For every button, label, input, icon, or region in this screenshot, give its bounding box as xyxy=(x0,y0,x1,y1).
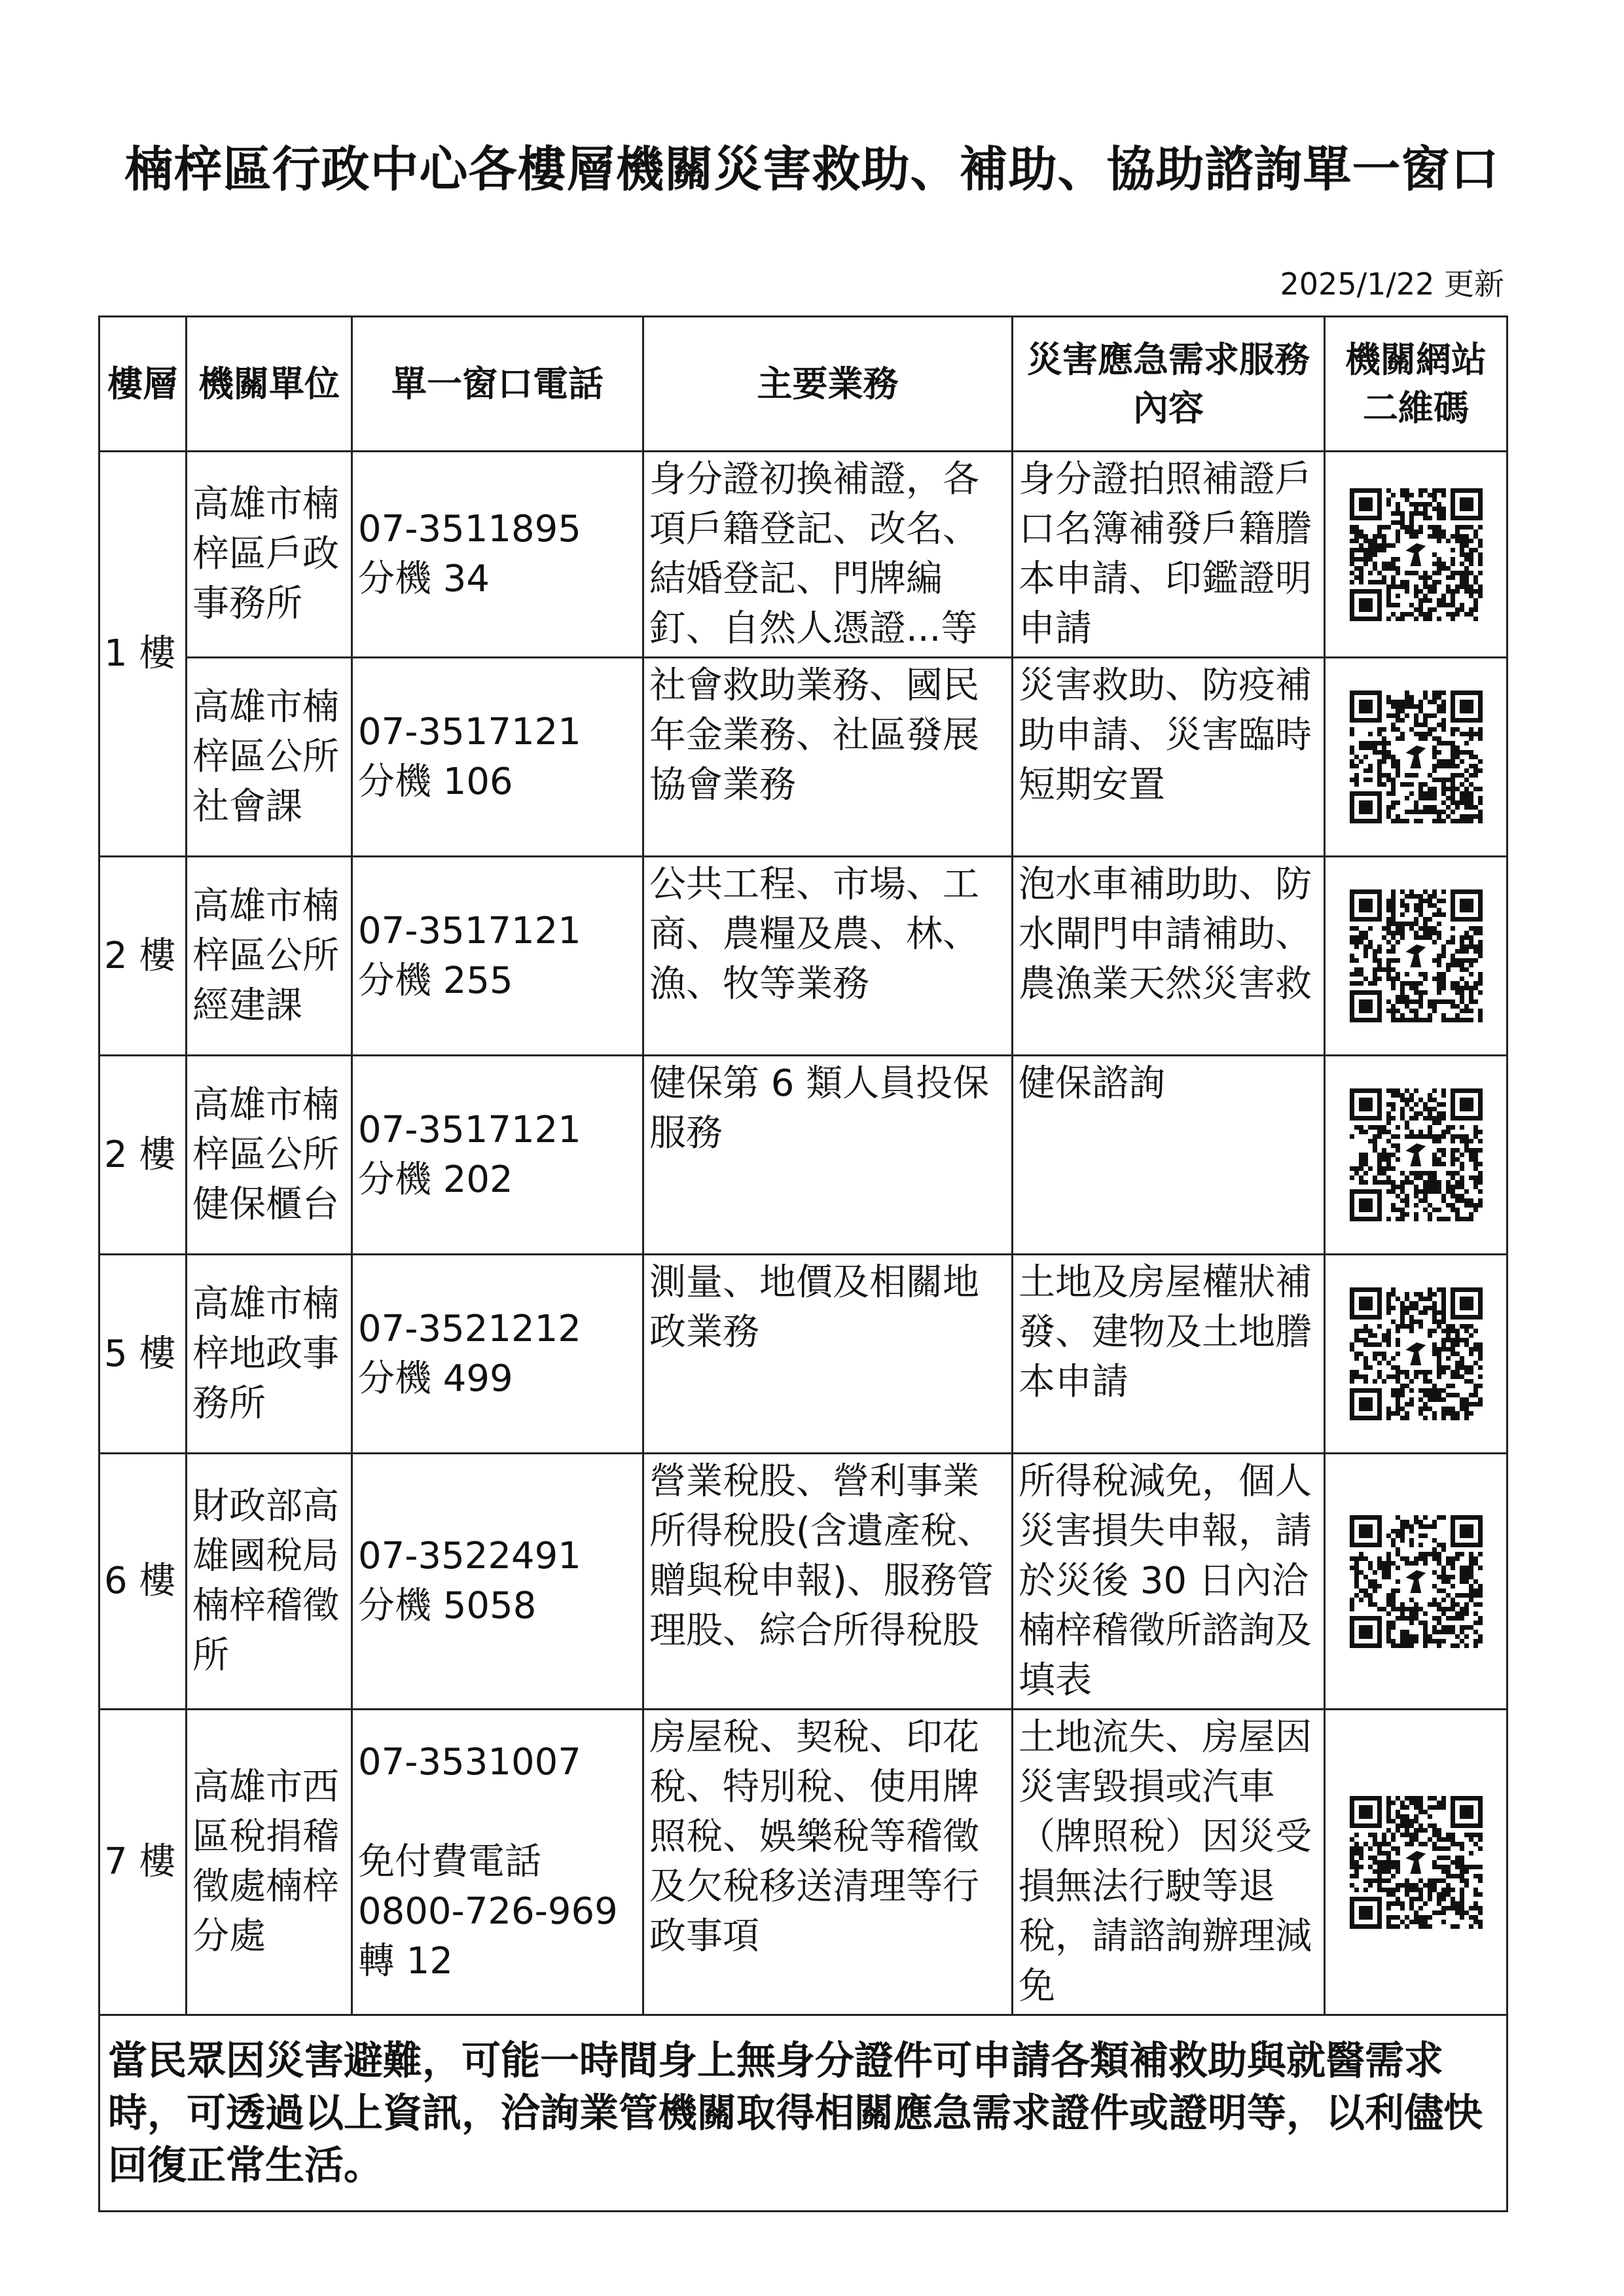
qr-code-graphic xyxy=(1350,691,1483,823)
note-row xyxy=(99,2015,1507,2212)
unit-cell: 高雄市楠梓區戶政事務所 xyxy=(187,452,352,658)
qr-code-graphic xyxy=(1350,488,1483,621)
phone-number: 07-3517121 xyxy=(358,710,581,753)
qr-code-icon[interactable] xyxy=(1326,1515,1506,1648)
business-cell: 身分證初換補證，各項戶籍登記、改名、結婚登記、門牌編釘、自然人憑證...等 xyxy=(643,452,1013,658)
header-phone: 單一窗口電話 xyxy=(352,317,643,452)
business-cell: 公共工程、市場、工商、農糧及農、林、漁、牧等業務 xyxy=(643,857,1013,1056)
qr-cell xyxy=(1325,857,1507,1056)
emergency-cell: 土地及房屋權狀補發、建物及土地謄本申請 xyxy=(1013,1255,1325,1454)
table-header-row xyxy=(99,317,1507,452)
business-cell: 營業稅股、營利事業所得稅股(含遺產稅、贈與稅申報)、服務管理股、綜合所得稅股 xyxy=(643,1454,1013,1710)
floor-cell: 1 樓 xyxy=(99,452,187,857)
business-cell: 測量、地價及相關地政業務 xyxy=(643,1255,1013,1454)
phone-number: 07-3521212 xyxy=(358,1307,581,1350)
qr-code-icon[interactable] xyxy=(1326,488,1506,621)
unit-cell: 高雄市楠梓區公所社會課 xyxy=(187,658,352,857)
phone-extension: 分機 34 xyxy=(358,558,490,600)
emergency-cell: 泡水車補助助、防水閘門申請補助、農漁業天然災害救 xyxy=(1013,857,1325,1056)
emergency-cell: 身分證拍照補證戶口名簿補發戶籍謄本申請、印鑑證明申請 xyxy=(1013,452,1325,658)
phone-cell xyxy=(352,1255,643,1454)
business-cell: 房屋稅、契稅、印花稅、特別稅、使用牌照稅、娛樂稅等稽徵及欠稅移送清理等行政事項 xyxy=(643,1710,1013,2015)
qr-code-graphic xyxy=(1350,1287,1483,1420)
phone-number: 07-3511895 xyxy=(358,508,581,550)
page-title: 楠梓區行政中心各樓層機關災害救助、補助、協助諮詢單一窗口 xyxy=(124,141,1500,198)
phone-cell xyxy=(352,857,643,1056)
phone-cell xyxy=(352,658,643,857)
phone-extension: 分機 202 xyxy=(358,1158,513,1201)
phone-cell xyxy=(352,452,643,658)
table-row xyxy=(99,1056,1507,1255)
phone-extension: 分機 106 xyxy=(358,760,513,803)
unit-cell: 高雄市楠梓區公所健保櫃台 xyxy=(187,1056,352,1255)
header-qr: 機關網站二維碼 xyxy=(1325,317,1507,452)
table-row xyxy=(99,452,1507,658)
phone-extension: 分機 255 xyxy=(358,959,513,1002)
phone-extension: 分機 499 xyxy=(358,1357,513,1400)
contact-table xyxy=(98,315,1508,2212)
phone-cell xyxy=(352,1056,643,1255)
business-cell: 健保第 6 類人員投保服務 xyxy=(643,1056,1013,1255)
header-business: 主要業務 xyxy=(643,317,1013,452)
emergency-cell: 健保諮詢 xyxy=(1013,1056,1325,1255)
qr-code-graphic xyxy=(1350,889,1483,1022)
header-unit: 機關單位 xyxy=(187,317,352,452)
qr-cell xyxy=(1325,452,1507,658)
qr-cell xyxy=(1325,658,1507,857)
table-row xyxy=(99,1710,1507,2015)
qr-code-graphic xyxy=(1350,1796,1483,1929)
qr-code-icon[interactable] xyxy=(1326,889,1506,1022)
emergency-cell: 土地流失、房屋因災害毀損或汽車（牌照稅）因災受損無法行駛等退稅，請諮詢辦理減免 xyxy=(1013,1710,1325,2015)
unit-cell: 高雄市楠梓區公所經建課 xyxy=(187,857,352,1056)
header-emergency: 災害應急需求服務內容 xyxy=(1013,317,1325,452)
floor-cell: 5 樓 xyxy=(99,1255,187,1454)
phone-number: 07-3517121 xyxy=(358,1108,581,1151)
unit-cell: 財政部高雄國稅局楠梓稽徵所 xyxy=(187,1454,352,1710)
toll-free-label: 免付費電話 xyxy=(358,1840,541,1883)
update-date: 2025/1/22 更新 xyxy=(1280,266,1504,302)
qr-code-graphic xyxy=(1350,1088,1483,1221)
qr-code-graphic xyxy=(1350,1515,1483,1648)
emergency-cell: 災害救助、防疫補助申請、災害臨時短期安置 xyxy=(1013,658,1325,857)
floor-cell: 6 樓 xyxy=(99,1454,187,1710)
table-row xyxy=(99,1255,1507,1454)
qr-cell xyxy=(1325,1255,1507,1454)
phone-extension: 轉 12 xyxy=(358,1940,454,1982)
phone-cell xyxy=(352,1454,643,1710)
unit-cell: 高雄市楠梓地政事務所 xyxy=(187,1255,352,1454)
business-cell: 社會救助業務、國民年金業務、社區發展協會業務 xyxy=(643,658,1013,857)
table-row xyxy=(99,857,1507,1056)
phone-extension: 分機 5058 xyxy=(358,1585,537,1627)
floor-cell: 7 樓 xyxy=(99,1710,187,2015)
qr-cell xyxy=(1325,1454,1507,1710)
header-floor: 樓層 xyxy=(99,317,187,452)
qr-code-icon[interactable] xyxy=(1326,691,1506,823)
qr-cell xyxy=(1325,1710,1507,2015)
qr-code-icon[interactable] xyxy=(1326,1088,1506,1221)
qr-code-icon[interactable] xyxy=(1326,1796,1506,1929)
floor-cell: 2 樓 xyxy=(99,1056,187,1255)
footer-note: 當民眾因災害避難，可能一時間身上無身分證件可申請各類補救助與就醫需求時，可透過以上資訊，洽詢業管機關取得相關應急需求證件或證明等，以利儘快回復正常生活。 xyxy=(99,2015,1507,2212)
floor-cell: 2 樓 xyxy=(99,857,187,1056)
spacer xyxy=(358,1787,637,1837)
emergency-cell: 所得稅減免，個人災害損失申報，請於災後 30 日內洽楠梓稽徵所諮詢及填表 xyxy=(1013,1454,1325,1710)
table-row xyxy=(99,1454,1507,1710)
phone-number: 07-3517121 xyxy=(358,909,581,952)
phone-number: 07-3531007 xyxy=(358,1741,581,1784)
qr-cell xyxy=(1325,1056,1507,1255)
phone-number: 07-3522491 xyxy=(358,1535,581,1577)
phone-cell xyxy=(352,1710,643,2015)
toll-free-number: 0800-726-969 xyxy=(358,1890,618,1933)
unit-cell: 高雄市西區稅捐稽徵處楠梓分處 xyxy=(187,1710,352,2015)
table-row xyxy=(99,658,1507,857)
qr-code-icon[interactable] xyxy=(1326,1287,1506,1420)
